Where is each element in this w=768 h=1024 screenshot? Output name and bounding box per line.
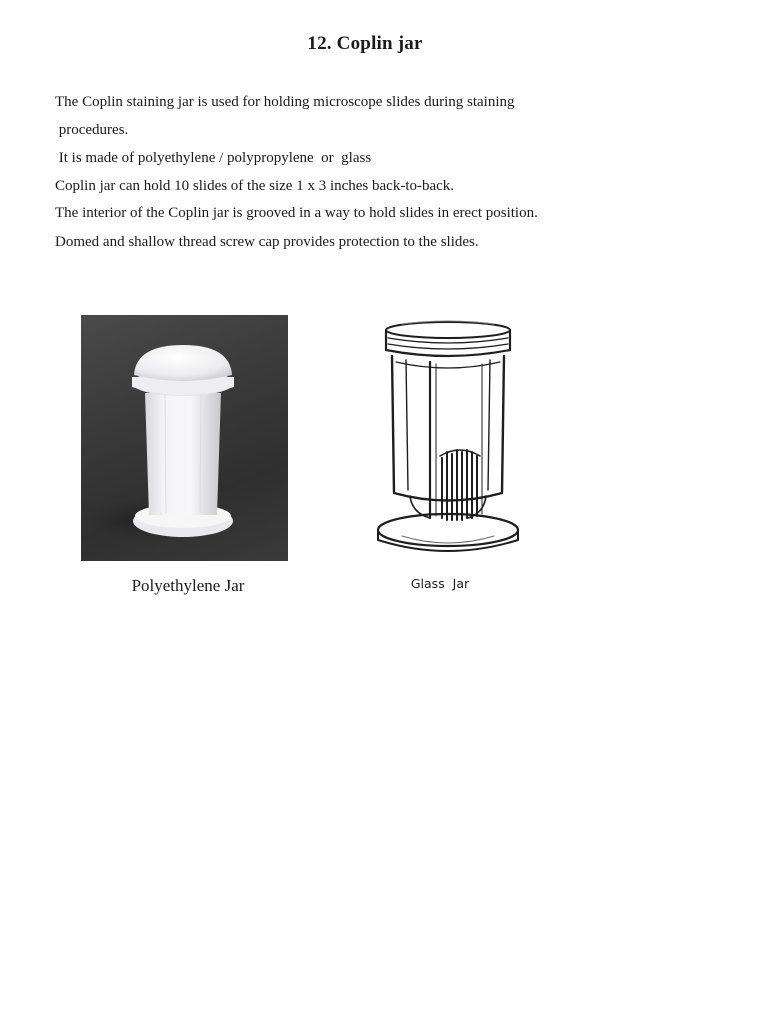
body-line-1: The Coplin staining jar is used for holding microscope slides during staining bbox=[55, 94, 515, 110]
body-line-4: Coplin jar can hold 10 slides of the size 1 x 3 inches back-to-back. bbox=[55, 178, 455, 194]
body-line-6: Domed and shallow thread screw cap provides protection to the slides. bbox=[55, 234, 479, 250]
glass-jar-image bbox=[372, 318, 524, 560]
polyethylene-jar-caption: Polyethylene Jar bbox=[131, 576, 245, 595]
body-line-3: It is made of polyethylene / polypropylene or glass bbox=[55, 150, 372, 166]
page-title: 12. Coplin jar bbox=[307, 33, 423, 54]
glass-jar-caption: Glass Jar bbox=[410, 576, 470, 591]
body-line-5: The interior of the Coplin jar is grooved in a way to hold slides in erect position. bbox=[55, 205, 538, 221]
body-line-2: procedures. bbox=[55, 122, 129, 138]
polyethylene-jar-image bbox=[81, 315, 288, 561]
